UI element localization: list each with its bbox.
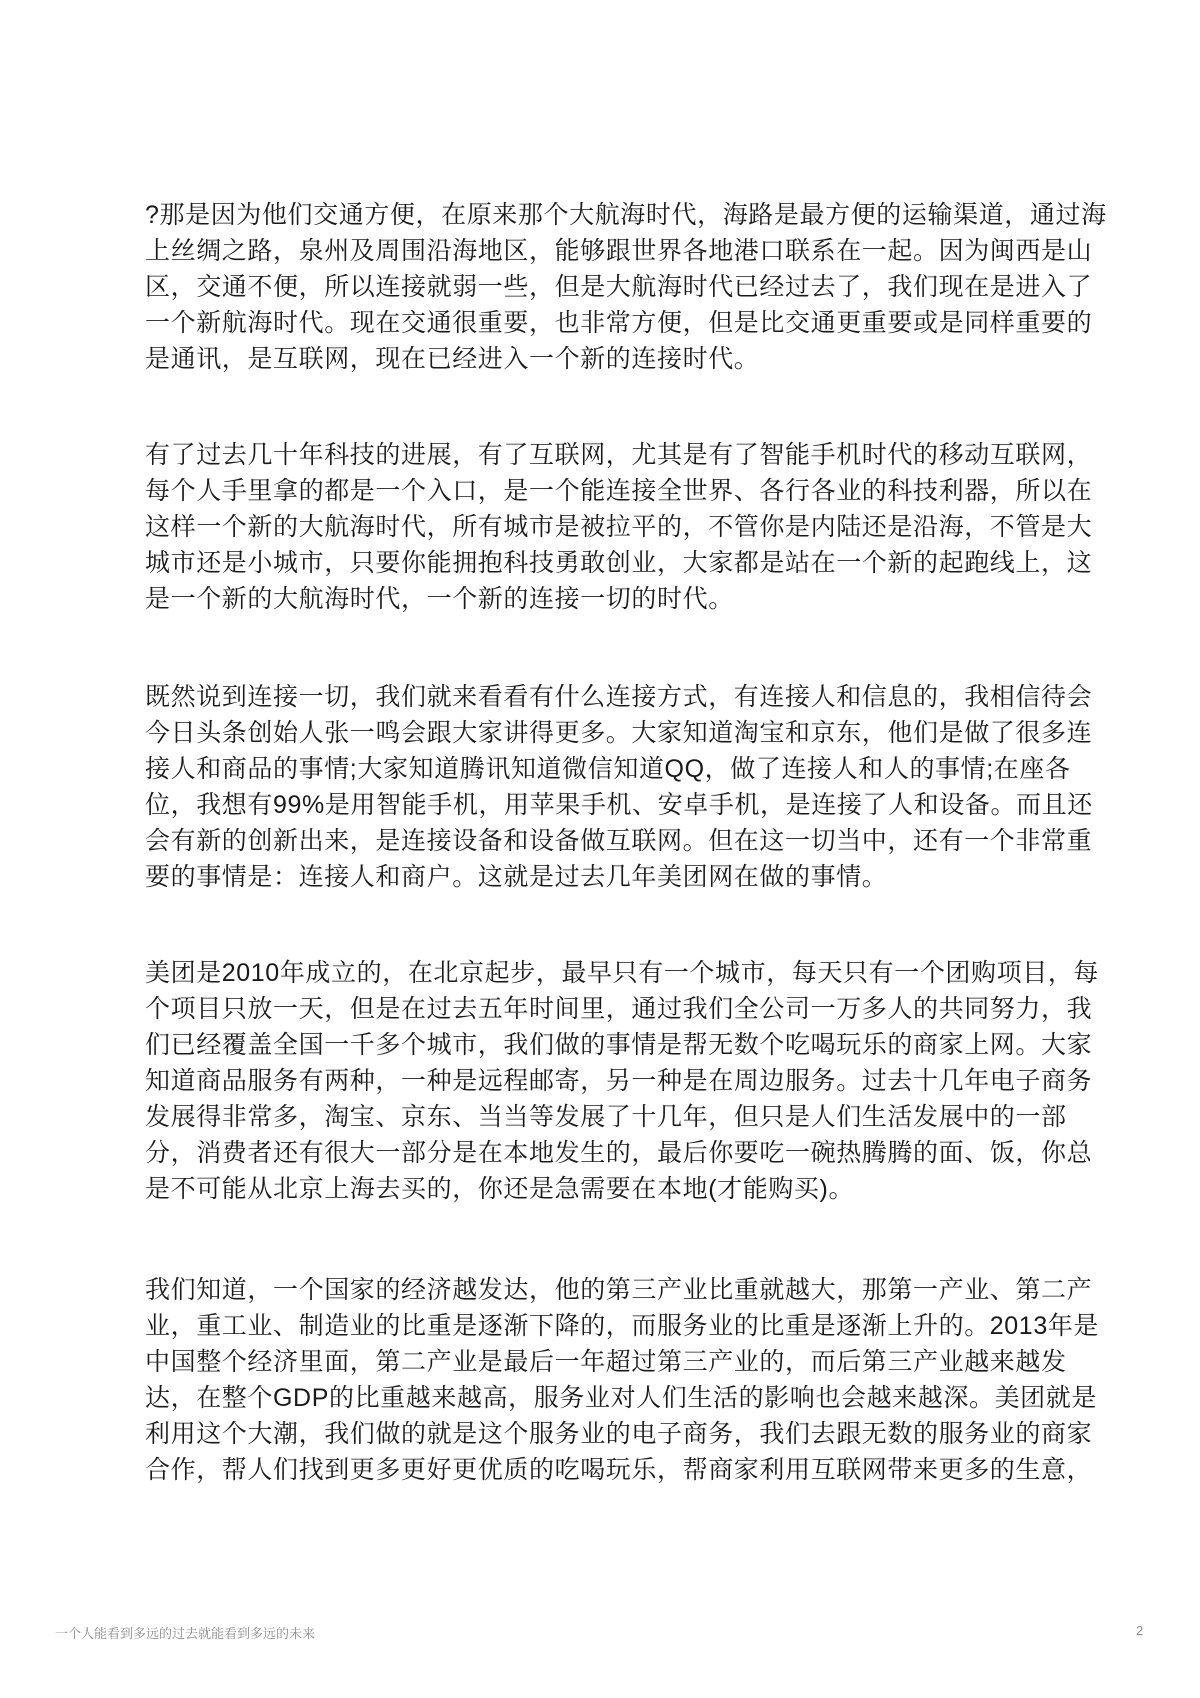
text-line: 每个人手里拿的都是一个入口，是一个能连接全世界、各行各业的科技利器，所以在 [145,477,1093,505]
text-line: 要的事情是：连接人和商户。这就是过去几年美团网在做的事情。 [145,863,888,891]
text-line: 位，我想有99%是用智能手机，用苹果手机、安卓手机，是连接了人和设备。而且还 [145,791,1093,819]
text-line: 业，重工业、制造业的比重是逐渐下降的，而服务业的比重是逐渐上升的。2013年是 [145,1312,1100,1340]
text-line: 知道商品服务有两种，一种是远程邮寄，另一种是在周边服务。过去十几年电子商务 [145,1067,1093,1095]
text-line: 城市还是小城市，只要你能拥抱科技勇敢创业，大家都是站在一个新的起跑线上，这 [145,549,1093,577]
text-line: 这样一个新的大航海时代，所有城市是被拉平的，不管你是内陆还是沿海，不管是大 [145,513,1093,541]
text-line: 个项目只放一天，但是在过去五年时间里，通过我们全公司一万多人的共同努力，我 [145,995,1093,1023]
text-line: 上丝绸之路，泉州及周围沿海地区，能够跟世界各地港口联系在一起。因为闽西是山 [145,237,1093,265]
text-line: 有了过去几十年科技的进展，有了互联网，尤其是有了智能手机时代的移动互联网， [145,441,1093,469]
text-line: 今日头条创始人张一鸣会跟大家讲得更多。大家知道淘宝和京东，他们是做了很多连 [145,719,1093,747]
text-line: 既然说到连接一切，我们就来看看有什么连接方式，有连接人和信息的，我相信待会 [145,683,1093,711]
text-line: 一个新航海时代。现在交通很重要，也非常方便，但是比交通更重要或是同样重要的 [145,309,1093,337]
text-line: 是不可能从北京上海去买的，你还是急需要在本地(才能购买)。 [145,1175,855,1203]
text-line: 们已经覆盖全国一千多个城市，我们做的事情是帮无数个吃喝玩乐的商家上网。大家 [145,1031,1093,1059]
text-line: 美团是2010年成立的，在北京起步，最早只有一个城市，每天只有一个团购项目，每 [145,959,1100,987]
text-line: ?那是因为他们交通方便，在原来那个大航海时代，海路是最方便的运输渠道，通过海 [145,201,1107,229]
page-number: 2 [1136,1623,1144,1638]
text-line: 达，在整个GDP的比重越来越高，服务业对人们生活的影响也会越来越深。美团就是 [145,1384,1097,1412]
text-line: 接人和商品的事情;大家知道腾讯知道微信知道QQ，做了连接人和人的事情;在座各 [145,755,1071,783]
text-line: 是通讯，是互联网，现在已经进入一个新的连接时代。 [145,345,760,373]
footer-title: 一个人能看到多远的过去就能看到多远的未来 [55,1626,316,1641]
text-line: 会有新的创新出来，是连接设备和设备做互联网。但在这一切当中，还有一个非常重 [145,827,1093,855]
text-line: 利用这个大潮，我们做的就是这个服务业的电子商务，我们去跟无数的服务业的商家 [145,1420,1093,1448]
text-line: 合作，帮人们找到更多更好更优质的吃喝玩乐，帮商家利用互联网带来更多的生意， [145,1456,1093,1484]
text-line: 是一个新的大航海时代，一个新的连接一切的时代。 [145,585,734,613]
paragraph [145,679,1093,895]
text-line: 我们知道，一个国家的经济越发达，他的第三产业比重就越大，那第一产业、第二产 [145,1276,1093,1304]
text-line: 中国整个经济里面，第二产业是最后一年超过第三产业的，而后第三产业越来越发 [145,1348,1067,1376]
paragraph [145,437,1093,617]
text-line: 分，消费者还有很大一部分是在本地发生的，最后你要吃一碗热腾腾的面、饭，你总 [145,1139,1093,1167]
paragraph [145,1272,1100,1488]
paragraph [145,955,1100,1207]
text-line: 发展得非常多，淘宝、京东、当当等发展了十几年，但只是人们生活发展中的一部 [145,1103,1067,1131]
paragraph [145,197,1107,377]
text-line: 区，交通不便，所以连接就弱一些，但是大航海时代已经过去了，我们现在是进入了 [145,273,1093,301]
